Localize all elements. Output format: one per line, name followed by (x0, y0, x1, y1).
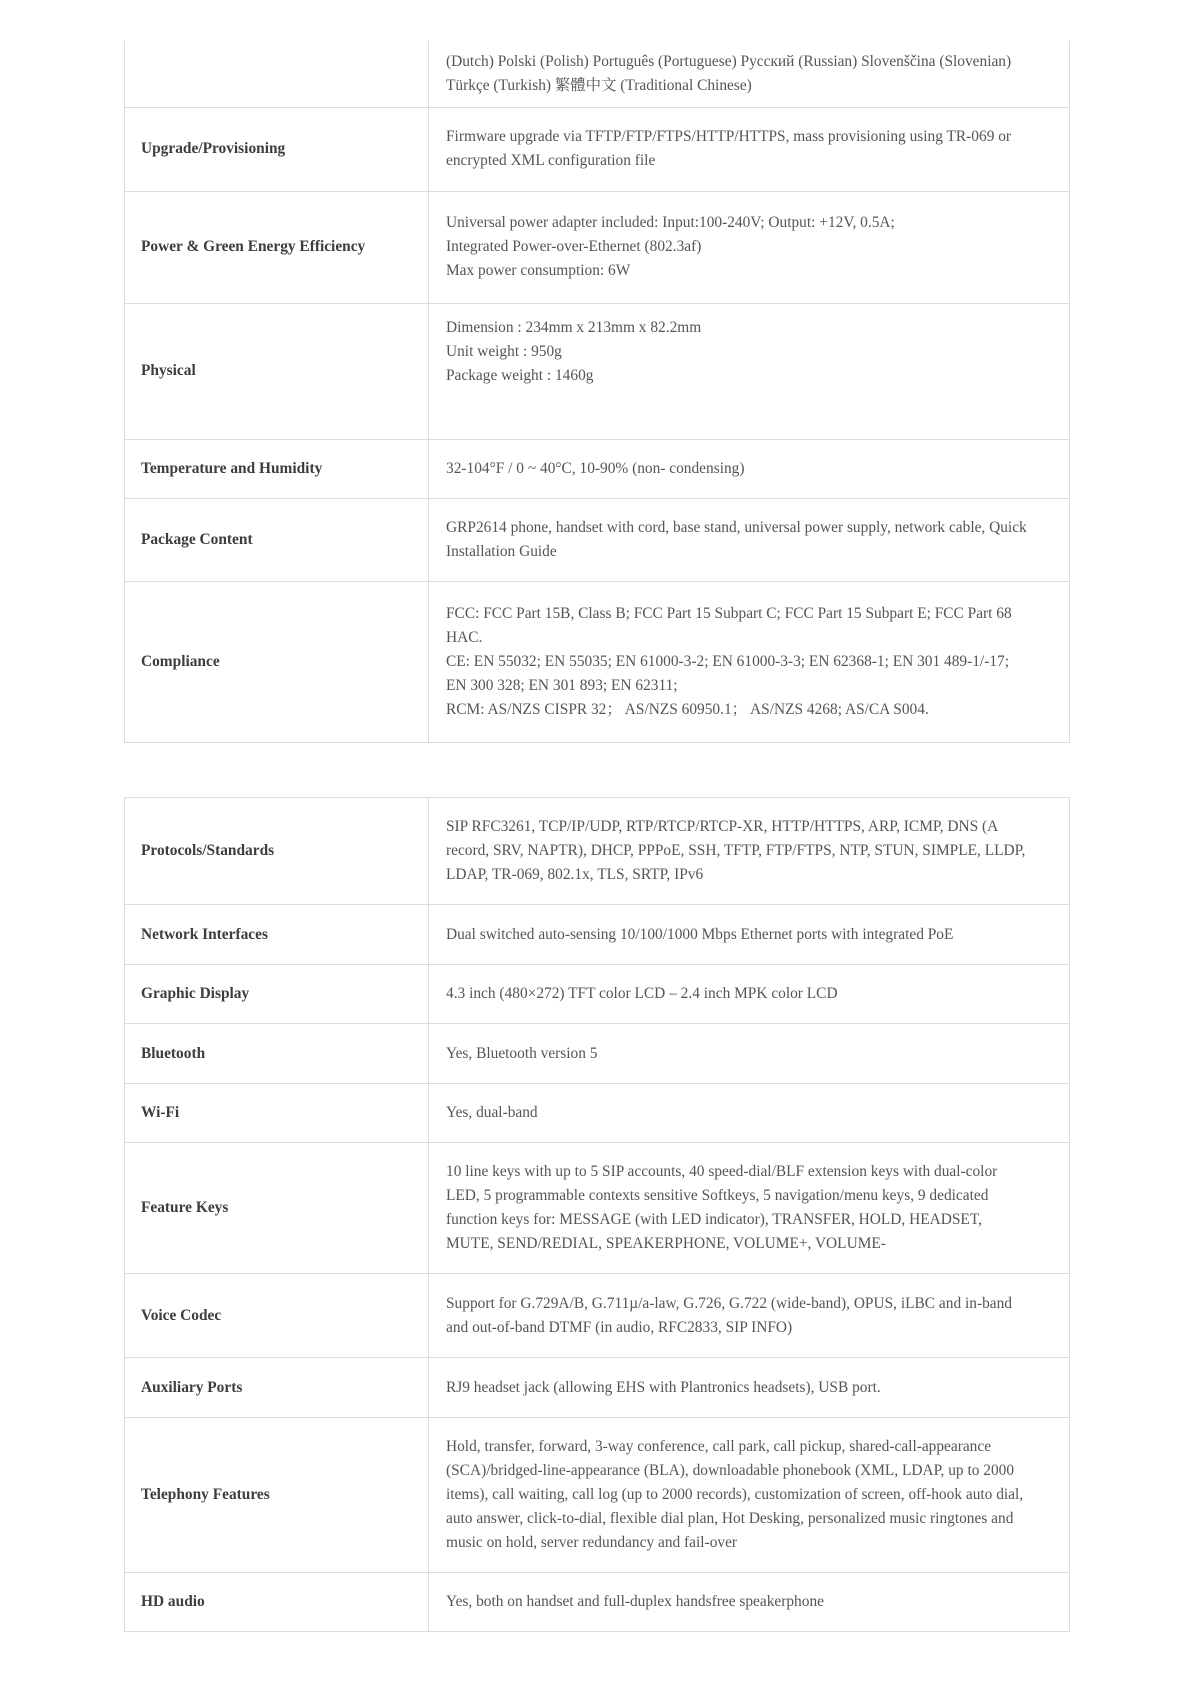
spec-row-temperature (125, 439, 1070, 498)
spec-value (429, 965, 1070, 1024)
spec-label: Temperature and Humidity (125, 439, 429, 498)
spec-value-line: Support for G.729A/B, G.711µ/a-law, G.726, G.722 (wide-band), OPUS, iLBC and in-band (446, 1294, 1013, 1312)
spec-value-line: Türkçe (Turkish) 繁體中文 (Traditional Chinese) (446, 76, 752, 94)
spec-row-voice-codec (125, 1274, 1070, 1358)
spec-row-upgrade-provisioning (125, 107, 1070, 191)
spec-value-line: function keys for: MESSAGE (with LED indicator), TRANSFER, HOLD, HEADSET, (446, 1211, 982, 1228)
spec-row-wifi (125, 1084, 1070, 1143)
spec-label: Package Content (125, 498, 429, 581)
spec-value-line: 32-104°F / 0 ~ 40°C, 10-90% (non- condensing) (446, 459, 745, 477)
spec-value-line: Hold, transfer, forward, 3-way conference, call park, call pickup, shared-call-appearance (446, 1438, 992, 1455)
spec-value-line: EN 300 328; EN 301 893; EN 62311; (446, 676, 678, 694)
spec-row-feature-keys (125, 1143, 1070, 1274)
spec-value-line: record, SRV, NAPTR), DHCP, PPPoE, SSH, TFTP, FTP/FTPS, NTP, STUN, SIMPLE, LLDP, (446, 842, 1026, 859)
spec-value-line: Unit weight : 950g (446, 342, 562, 360)
spec-value-line: HAC. (446, 628, 483, 646)
spec-label: Power & Green Energy Efficiency (125, 191, 429, 303)
spec-value-line: Integrated Power-over-Ethernet (802.3af) (446, 238, 702, 255)
spec-row-compliance (125, 581, 1070, 742)
spec-label: Compliance (125, 581, 429, 742)
spec-value (429, 905, 1070, 965)
spec-value-line: (Dutch) Polski (Polish) Português (Portuguese) Русский (Russian) Slovenščina (Slovenian) (446, 52, 1012, 70)
spec-value (429, 1084, 1070, 1143)
spec-value-line: items), call waiting, call log (up to 2000 records), customization of screen, off-hook auto dial, (446, 1486, 1024, 1503)
spec-value-line: 10 line keys with up to 5 SIP accounts, 40 speed-dial/BLF extension keys with dual-color (446, 1163, 998, 1180)
spec-value-line: and out-of-band DTMF (in audio, RFC2833, SIP INFO) (446, 1318, 793, 1336)
spec-value-line: LDAP, TR-069, 802.1x, TLS, SRTP, IPv6 (446, 866, 704, 883)
spec-value-line: Yes, Bluetooth version 5 (446, 1044, 598, 1062)
spec-row-network-interfaces (125, 905, 1070, 965)
spec-row-power (125, 191, 1070, 303)
spec-row-languages (125, 41, 1070, 107)
spec-value-line: Dual switched auto-sensing 10/100/1000 Mbps Ethernet ports with integrated PoE (446, 925, 954, 943)
spec-table-2 (124, 797, 1070, 1632)
spec-label: Feature Keys (125, 1143, 429, 1274)
spec-label: Upgrade/Provisioning (125, 107, 429, 191)
spec-value (429, 439, 1070, 498)
spec-label: Physical (125, 303, 429, 439)
spec-row-telephony-features (125, 1418, 1070, 1573)
spec-value (429, 498, 1070, 581)
spec-value (429, 1024, 1070, 1084)
spec-row-protocols (125, 798, 1070, 905)
spec-row-bluetooth (125, 1024, 1070, 1084)
spec-value-line: RJ9 headset jack (allowing EHS with Plantronics headsets), USB port. (446, 1378, 881, 1396)
spec-value-line: Installation Guide (446, 542, 557, 560)
spec-value (429, 798, 1070, 905)
spec-row-physical (125, 303, 1070, 439)
spec-value-line: Firmware upgrade via TFTP/FTP/FTPS/HTTP/HTTPS, mass provisioning using TR-069 or (446, 128, 1012, 145)
spec-value-line: SIP RFC3261, TCP/IP/UDP, RTP/RTCP/RTCP-XR, HTTP/HTTPS, ARP, ICMP, DNS (A (446, 818, 999, 835)
spec-value (429, 1274, 1070, 1358)
spec-value (429, 1358, 1070, 1418)
spec-label: Protocols/Standards (125, 798, 429, 905)
spec-row-package-content (125, 498, 1070, 581)
spec-value (429, 303, 1070, 439)
spec-value-line: encrypted XML configuration file (446, 152, 656, 169)
spec-row-auxiliary-ports (125, 1358, 1070, 1418)
spec-value (429, 1573, 1070, 1632)
spec-value (429, 1143, 1070, 1274)
spec-label: Wi-Fi (125, 1084, 429, 1143)
spec-value-line: CE: EN 55032; EN 55035; EN 61000-3-2; EN 61000-3-3; EN 62368-1; EN 301 489-1/-17; (446, 652, 1009, 670)
spec-value-line: Yes, dual-band (446, 1104, 538, 1121)
spec-value-line: Dimension : 234mm x 213mm x 82.2mm (446, 318, 702, 336)
spec-label: Network Interfaces (125, 905, 429, 965)
spec-label (125, 41, 429, 107)
spec-row-hd-audio (125, 1573, 1070, 1632)
spec-value (429, 191, 1070, 303)
spec-value-line: auto answer, click-to-dial, flexible dial plan, Hot Desking, personalized music ringtones and (446, 1510, 1014, 1527)
spec-value-line: (SCA)/bridged-line-appearance (BLA), downloadable phonebook (XML, LDAP, up to 2000 (446, 1462, 1015, 1479)
spec-value (429, 1418, 1070, 1573)
spec-label: Bluetooth (125, 1024, 429, 1084)
spec-value-line: LED, 5 programmable contexts sensitive Softkeys, 5 navigation/menu keys, 9 dedicated (446, 1187, 989, 1204)
spec-value (429, 41, 1070, 107)
spec-value (429, 581, 1070, 742)
spec-value-line: Universal power adapter included: Input:100-240V; Output: +12V, 0.5A; (446, 214, 895, 231)
spec-label: Voice Codec (125, 1274, 429, 1358)
spec-value-line: GRP2614 phone, handset with cord, base stand, universal power supply, network cable, Quick (446, 518, 1027, 536)
spec-label: HD audio (125, 1573, 429, 1632)
spec-table-1 (124, 41, 1070, 743)
spec-label: Telephony Features (125, 1418, 429, 1573)
spec-value-line: music on hold, server redundancy and fail-over (446, 1534, 738, 1551)
spec-label: Graphic Display (125, 965, 429, 1024)
spec-value-line: Package weight : 1460g (446, 366, 594, 384)
spec-value-line: Max power consumption: 6W (446, 262, 631, 279)
spec-label: Auxiliary Ports (125, 1358, 429, 1418)
spec-value-line: MUTE, SEND/REDIAL, SPEAKERPHONE, VOLUME+, VOLUME- (446, 1235, 886, 1252)
spec-value-line: RCM: AS/NZS CISPR 32； AS/NZS 60950.1； AS/NZS 4268; AS/CA S004. (446, 700, 929, 718)
spec-value (429, 107, 1070, 191)
spec-value-line: 4.3 inch (480×272) TFT color LCD – 2.4 inch MPK color LCD (446, 985, 838, 1002)
spec-value-line: Yes, both on handset and full-duplex handsfree speakerphone (446, 1593, 824, 1610)
spec-row-graphic-display (125, 965, 1070, 1024)
spec-value-line: FCC: FCC Part 15B, Class B; FCC Part 15 Subpart C; FCC Part 15 Subpart E; FCC Part 68 (446, 604, 1012, 622)
